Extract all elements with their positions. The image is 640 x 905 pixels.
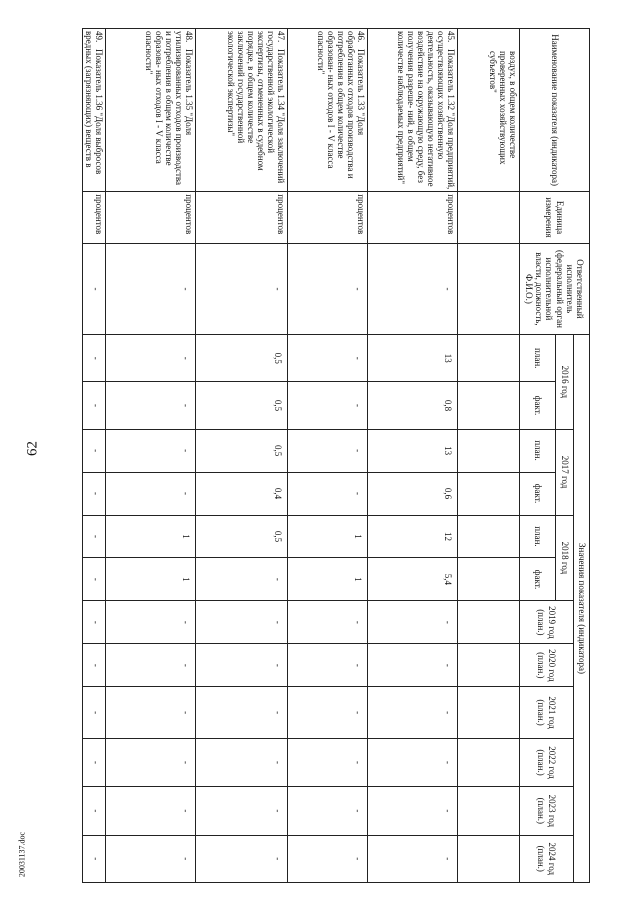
header-values: Значения показателя (индикатора) xyxy=(574,335,590,883)
row-value: - xyxy=(82,835,105,882)
header-2023: 2023 год (план.) xyxy=(520,787,574,835)
row-value: 0,5 xyxy=(196,515,288,558)
row-value: 1 xyxy=(288,515,368,558)
header-2024: 2024 год (план.) xyxy=(520,835,574,882)
row-value: - xyxy=(82,472,105,515)
row-value: - xyxy=(82,787,105,835)
row-value: - xyxy=(288,601,368,644)
table-row xyxy=(196,29,288,883)
table-row xyxy=(368,29,458,883)
row-value: 0,5 xyxy=(196,382,288,429)
header-2021: 2021 год (план.) xyxy=(520,687,574,739)
header-2018-plan: план. xyxy=(520,515,556,558)
row-value: 1 xyxy=(106,515,196,558)
row-value: - xyxy=(106,472,196,515)
row-value: - xyxy=(106,601,196,644)
page-number: 62 xyxy=(24,441,41,456)
header-2020: 2020 год (план.) xyxy=(520,644,574,687)
header-2016-plan: план. xyxy=(520,335,556,382)
row-value: 13 xyxy=(368,429,458,472)
row-value: 0,5 xyxy=(196,335,288,382)
row-name: Показатель 1.33 "Доля обработанных отходов производства и потребления в общем количестве образован- ных отходов I - V класса опасности" xyxy=(315,31,366,179)
row-executor: - xyxy=(368,243,458,334)
table-row xyxy=(288,29,368,883)
header-2022: 2022 год (план.) xyxy=(520,738,574,786)
row-value: - xyxy=(106,644,196,687)
header-2019: 2019 год (план.) xyxy=(520,601,574,644)
row-value: - xyxy=(288,787,368,835)
row-value: - xyxy=(368,644,458,687)
row-value: 13 xyxy=(368,335,458,382)
row-value: - xyxy=(82,429,105,472)
row-number: 47. xyxy=(276,31,286,43)
row-value: - xyxy=(368,835,458,882)
row-value: - xyxy=(196,644,288,687)
row-unit: процентов xyxy=(106,192,196,244)
header-2017-fact: факт. xyxy=(520,472,556,515)
document-filename: 20031137.doc xyxy=(17,831,27,878)
row-number: 45. xyxy=(446,31,456,43)
header-unit: Единица измерения xyxy=(520,192,590,244)
row-value: - xyxy=(368,601,458,644)
row-unit: процентов xyxy=(82,192,105,244)
header-2016-fact: факт. xyxy=(520,382,556,429)
row-value: - xyxy=(196,835,288,882)
row-value: - xyxy=(106,787,196,835)
row-value: - xyxy=(288,429,368,472)
row-value: - xyxy=(368,687,458,739)
continuation-cell: воздух, в общем количестве проверенных хозяйствующих субъектов" xyxy=(458,29,520,192)
row-executor: - xyxy=(288,243,368,334)
row-value: - xyxy=(82,687,105,739)
row-value: 1 xyxy=(106,558,196,601)
row-value: - xyxy=(106,382,196,429)
header-2018: 2018 год xyxy=(556,515,574,601)
row-value: - xyxy=(288,335,368,382)
indicator-table xyxy=(82,28,590,883)
table-row xyxy=(82,29,105,883)
row-value: - xyxy=(106,429,196,472)
row-value: 0,5 xyxy=(196,429,288,472)
row-value: - xyxy=(106,835,196,882)
row-unit: процентов xyxy=(368,192,458,244)
row-name-cell xyxy=(288,29,368,192)
row-name: Показатель 1.36 "Доля выбросов вредных (загрязняющих) веществ в xyxy=(83,31,104,175)
row-name: Показатель 1.34 "Доля заключений государственной экологической экспертизы, отмененных в судебном порядке, в общем количестве заключений государственной экологической экспертизы" xyxy=(225,31,286,184)
row-value: - xyxy=(106,335,196,382)
row-value: - xyxy=(82,382,105,429)
row-number: 48. xyxy=(184,31,194,43)
row-value: - xyxy=(196,738,288,786)
row-value: - xyxy=(288,644,368,687)
row-number: 46. xyxy=(356,31,366,43)
row-name-cell xyxy=(82,29,105,192)
header-2018-fact: факт. xyxy=(520,558,556,601)
row-value: - xyxy=(106,687,196,739)
row-value: 0,8 xyxy=(368,382,458,429)
row-value: - xyxy=(288,382,368,429)
header-2017: 2017 год xyxy=(556,429,574,515)
row-number: 49. xyxy=(94,31,104,43)
row-value: - xyxy=(368,787,458,835)
row-value: - xyxy=(82,738,105,786)
row-executor: - xyxy=(82,243,105,334)
rotated-table-container xyxy=(83,28,590,883)
row-value: 5,4 xyxy=(368,558,458,601)
row-value: - xyxy=(288,835,368,882)
row-value: - xyxy=(196,558,288,601)
row-name-cell xyxy=(368,29,458,192)
row-value: - xyxy=(288,687,368,739)
header-2016: 2016 год xyxy=(556,335,574,430)
row-value: 12 xyxy=(368,515,458,558)
row-executor: - xyxy=(196,243,288,334)
row-value: - xyxy=(196,687,288,739)
row-value: - xyxy=(82,601,105,644)
row-executor: - xyxy=(106,243,196,334)
row-name: Показатель 1.32 "Доля предприятий, осуществляющих хозяйственную деятельность, оказывающую негативное воздействие на окружающую среду, без получения разреше- ний, в общем количестве наблюдаемых предприятий" xyxy=(395,31,456,190)
table-row xyxy=(106,29,196,883)
row-unit: процентов xyxy=(288,192,368,244)
row-value: 0,6 xyxy=(368,472,458,515)
row-value: - xyxy=(288,472,368,515)
row-value: - xyxy=(106,738,196,786)
row-value: - xyxy=(288,738,368,786)
row-value: 1 xyxy=(288,558,368,601)
row-value: - xyxy=(82,644,105,687)
row-value: - xyxy=(368,738,458,786)
header-name: Наименование показателя (индикатора) xyxy=(520,29,590,192)
row-value: - xyxy=(196,787,288,835)
row-value: 0,4 xyxy=(196,472,288,515)
header-executor: Ответственный исполнитель (федеральный орган исполнительной власти, должность, Ф.И.О.) xyxy=(520,243,590,334)
row-name-cell xyxy=(196,29,288,192)
header-2017-plan: план. xyxy=(520,429,556,472)
row-value: - xyxy=(82,515,105,558)
row-value: - xyxy=(82,558,105,601)
row-name: Показатель 1.35 "Доля утилизированных отходов производства и потребления в общем количестве образова- ных отходов I - V класса опасности" xyxy=(143,31,194,186)
row-name-cell xyxy=(106,29,196,192)
row-unit: процентов xyxy=(196,192,288,244)
row-value: - xyxy=(82,335,105,382)
row-value: - xyxy=(196,601,288,644)
